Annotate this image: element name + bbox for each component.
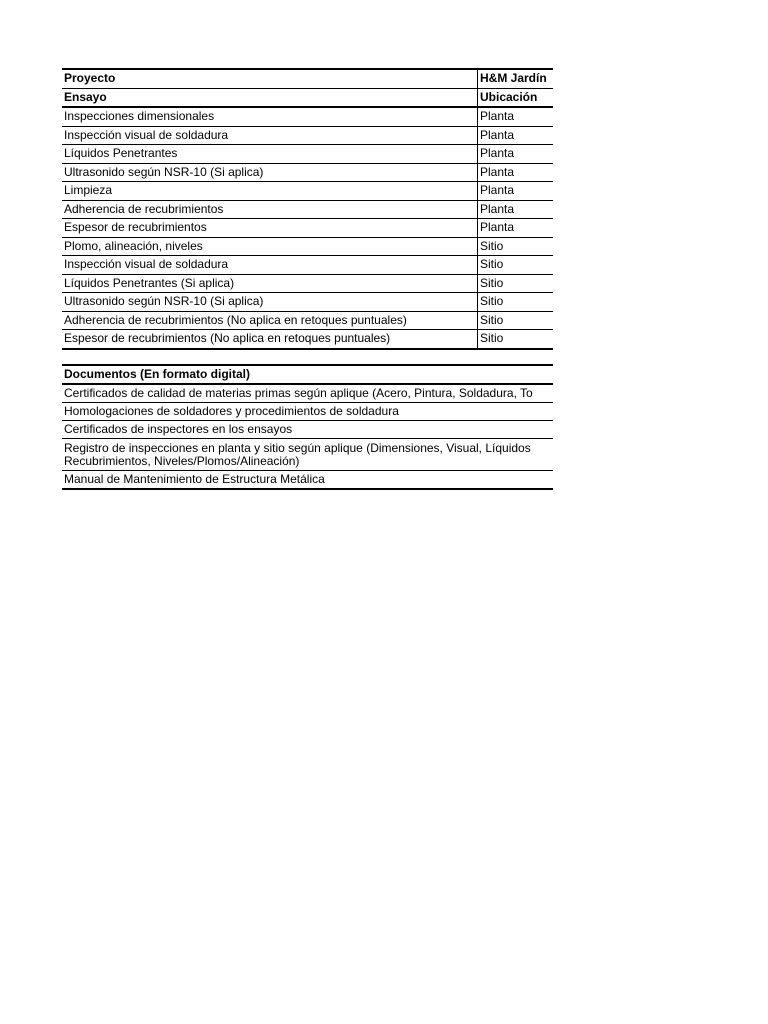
list-item (62, 439, 553, 471)
inspection-table-container (62, 68, 553, 350)
ensayo-cell: Adherencia de recubrimientos (62, 200, 478, 219)
ubicacion-cell: Sitio (478, 237, 554, 256)
table-header-row (62, 69, 553, 88)
ensayo-cell: Inspección visual de soldadura (62, 126, 478, 145)
ubicacion-cell: Planta (478, 200, 554, 219)
project-name: H&M Jardín (478, 69, 554, 88)
ensayo-cell: Plomo, alineación, niveles (62, 237, 478, 256)
list-item (62, 471, 553, 490)
table-row (62, 107, 553, 126)
table-row (62, 200, 553, 219)
ubicacion-cell: Planta (478, 107, 554, 126)
document-item: Certificados de inspectores en los ensayos (62, 421, 553, 439)
table-row (62, 293, 553, 312)
ensayo-cell: Líquidos Penetrantes (62, 145, 478, 164)
ubicacion-cell: Planta (478, 126, 554, 145)
ensayo-cell: Limpieza (62, 182, 478, 201)
documents-table-container (62, 364, 553, 490)
ensayo-cell: Adherencia de recubrimientos (No aplica en retoques puntuales) (62, 311, 478, 330)
documents-header: Documentos (En formato digital) (62, 365, 553, 384)
table-subheader-row (62, 88, 553, 107)
ubicacion-cell: Sitio (478, 256, 554, 275)
ensayo-cell: Inspección visual de soldadura (62, 256, 478, 275)
table-row (62, 219, 553, 238)
ubicacion-cell: Planta (478, 219, 554, 238)
ubicacion-cell: Planta (478, 182, 554, 201)
documents-table (62, 364, 553, 490)
ubicacion-cell: Planta (478, 163, 554, 182)
table-row (62, 126, 553, 145)
document-item: Manual de Mantenimiento de Estructura Metálica (62, 471, 553, 490)
list-item (62, 403, 553, 421)
table-row (62, 237, 553, 256)
ensayo-cell: Inspecciones dimensionales (62, 107, 478, 126)
ubicacion-cell: Sitio (478, 293, 554, 312)
table-row (62, 330, 553, 349)
column-header-ensayo: Ensayo (62, 88, 478, 107)
ubicacion-cell: Sitio (478, 274, 554, 293)
ensayo-cell: Líquidos Penetrantes (Si aplica) (62, 274, 478, 293)
table-row (62, 311, 553, 330)
table-row (62, 256, 553, 275)
document-item: Homologaciones de soldadores y procedimientos de soldadura (62, 403, 553, 421)
document-item: Certificados de calidad de materias primas según aplique (Acero, Pintura, Soldadura, To (62, 384, 553, 403)
ensayo-cell: Espesor de recubrimientos (No aplica en retoques puntuales) (62, 330, 478, 349)
ensayo-cell: Espesor de recubrimientos (62, 219, 478, 238)
list-item (62, 421, 553, 439)
ensayo-cell: Ultrasonido según NSR-10 (Si aplica) (62, 293, 478, 312)
list-item (62, 384, 553, 403)
project-label: Proyecto (62, 69, 478, 88)
document-item: Registro de inspecciones en planta y sitio según aplique (Dimensiones, Visual, Líquidos Recubrimientos, Niveles/Plomos/Alineación) (62, 439, 553, 471)
ubicacion-cell: Sitio (478, 311, 554, 330)
ensayo-cell: Ultrasonido según NSR-10 (Si aplica) (62, 163, 478, 182)
documents-header-row (62, 365, 553, 384)
ubicacion-cell: Planta (478, 145, 554, 164)
ubicacion-cell: Sitio (478, 330, 554, 349)
table-row (62, 163, 553, 182)
table-row (62, 145, 553, 164)
table-row (62, 274, 553, 293)
column-header-ubicacion: Ubicación (478, 88, 554, 107)
table-row (62, 182, 553, 201)
inspection-table (62, 68, 553, 350)
